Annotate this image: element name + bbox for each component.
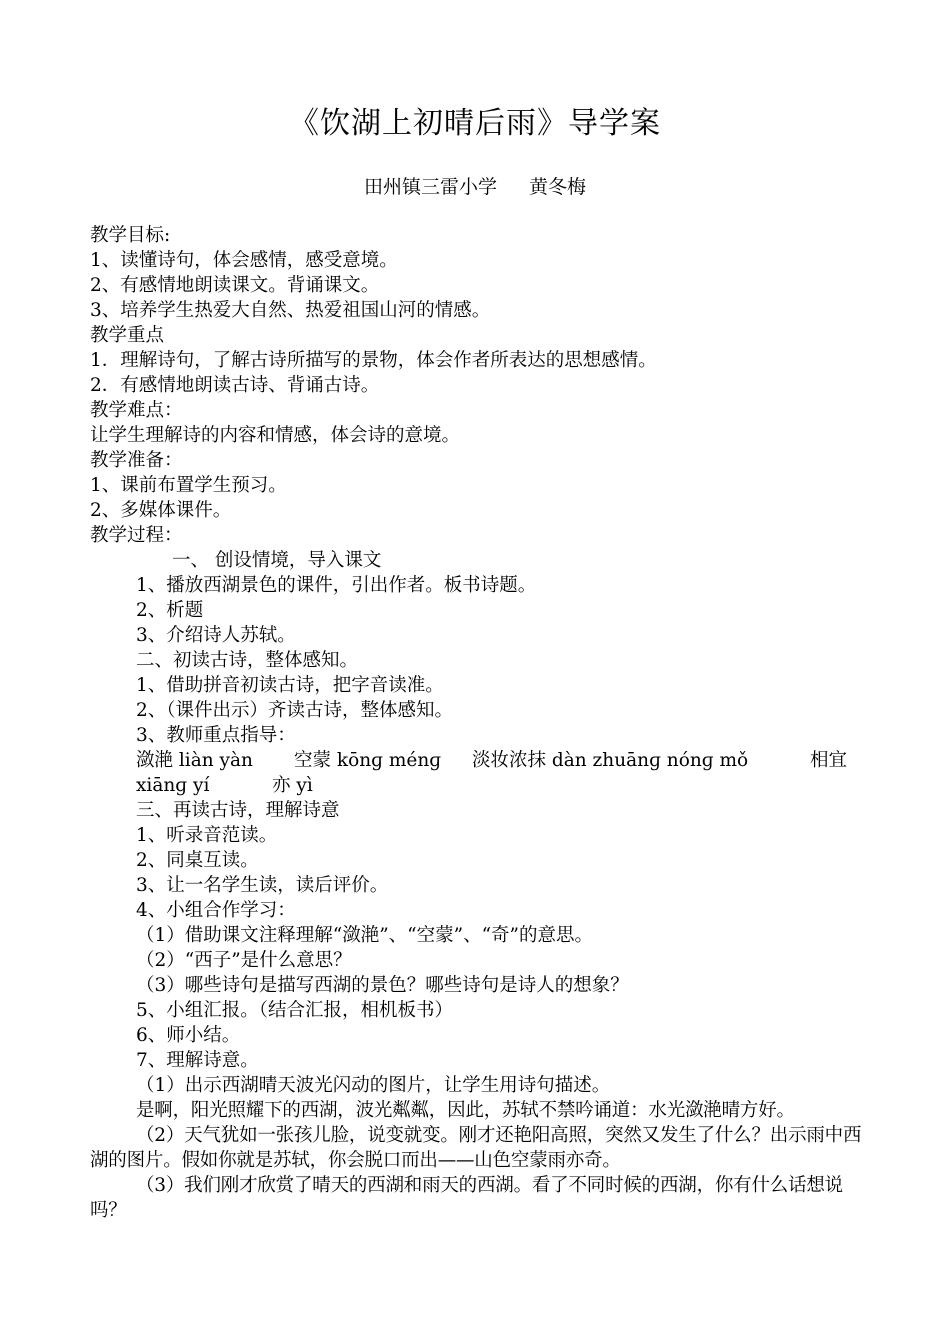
process-step-heading: 一、 创设情境，导入课文 xyxy=(172,550,382,571)
process-subitem: （2）“西子”是什么意思？ xyxy=(136,950,352,971)
pinyin-term: 空蒙 kōnɡ ménɡ xyxy=(294,750,442,771)
process-step-heading: 二、初读古诗，整体感知。 xyxy=(136,650,359,671)
section-heading-difficulties: 教学难点： xyxy=(90,400,183,421)
process-item: 5、小组汇报。（结合汇报，相机板书） xyxy=(136,1000,454,1021)
body-paragraph: （3）我们刚才欣赏了晴天的西湖和雨天的西湖。看了不同时候的西湖，你有什么话想说吗？ xyxy=(90,1175,843,1221)
objective-item: 3、培养学生热爱大自然、热爱祖国山河的情感。 xyxy=(90,300,491,321)
process-subitem: （1）借助课文注释理解“潋滟”、“空蒙”、“奇”的意思。 xyxy=(136,925,594,946)
section-heading-objectives: 教学目标: xyxy=(90,225,171,246)
objective-item: 1、读懂诗句，体会感情，感受意境。 xyxy=(90,250,398,271)
pinyin-term: 淡妆浓抹 dàn zhuānɡ nónɡ mǒ xyxy=(472,750,749,771)
process-subitem: （3）哪些诗句是描写西湖的景色？哪些诗句是诗人的想象？ xyxy=(136,975,629,996)
body-paragraph: （2）天气犹如一张孩儿脸，说变就变。刚才还艳阳高照，突然又发生了什么？出示雨中西湖的图片。假如你就是苏轼，你会脱口而出——山色空蒙雨亦奇。 xyxy=(90,1125,862,1171)
preparation-item: 1、课前布置学生预习。 xyxy=(90,475,287,496)
section-heading-key-points: 教学重点 xyxy=(90,325,165,346)
process-item: 3、介绍诗人苏轼。 xyxy=(136,625,296,646)
pinyin-term: 亦 yì xyxy=(272,775,313,796)
preparation-item: 2、多媒体课件。 xyxy=(90,500,232,521)
process-item: 4、小组合作学习： xyxy=(136,900,296,921)
key-point-item: 2．有感情地朗读古诗、背诵古诗。 xyxy=(90,375,380,396)
author-school: 田州镇三雷小学 xyxy=(363,176,497,198)
process-item: 1、听录音范读。 xyxy=(136,825,278,846)
process-item: 1、借助拼音初读古诗，把字音读准。 xyxy=(136,675,444,696)
key-point-item: 1．理解诗句，了解古诗所描写的景物，体会作者所表达的思想感情。 xyxy=(90,350,657,371)
document-body xyxy=(90,223,870,1223)
author-name: 黄冬梅 xyxy=(529,176,587,198)
process-subitem: （1）出示西湖晴天波光闪动的图片，让学生用诗句描述。 xyxy=(136,1075,611,1096)
process-item: 3、让一名学生读，读后评价。 xyxy=(136,875,389,896)
process-step-heading: 三、再读古诗，理解诗意 xyxy=(136,800,340,821)
pinyin-row xyxy=(90,748,870,773)
body-paragraph: 是啊，阳光照耀下的西湖，波光粼粼，因此，苏轼不禁吟诵道：水光潋滟晴方好。 xyxy=(136,1100,795,1121)
process-item: 6、师小结。 xyxy=(136,1025,241,1046)
process-item: 3、教师重点指导： xyxy=(136,725,296,746)
section-heading-process: 教学过程： xyxy=(90,525,183,546)
document-title: 《饮湖上初晴后雨》导学案 xyxy=(289,106,661,141)
pinyin-term: xiānɡ yí xyxy=(136,775,210,796)
process-item: 2、析题 xyxy=(136,600,204,621)
process-item: 1、播放西湖景色的课件，引出作者。板书诗题。 xyxy=(136,575,537,596)
objective-item: 2、有感情地朗读课文。背诵课文。 xyxy=(90,275,380,296)
pinyin-term: 潋滟 liàn yàn xyxy=(136,750,253,771)
process-item: 2、（课件出示）齐读古诗，整体感知。 xyxy=(136,700,454,721)
author-line xyxy=(0,174,950,200)
difficulty-item: 让学生理解诗的内容和情感，体会诗的意境。 xyxy=(90,425,461,446)
pinyin-term: 相宜 xyxy=(810,750,848,771)
process-item: 7、理解诗意。 xyxy=(136,1050,259,1071)
process-item: 2、同桌互读。 xyxy=(136,850,259,871)
section-heading-preparation: 教学准备： xyxy=(90,450,183,471)
pinyin-row xyxy=(90,773,870,798)
